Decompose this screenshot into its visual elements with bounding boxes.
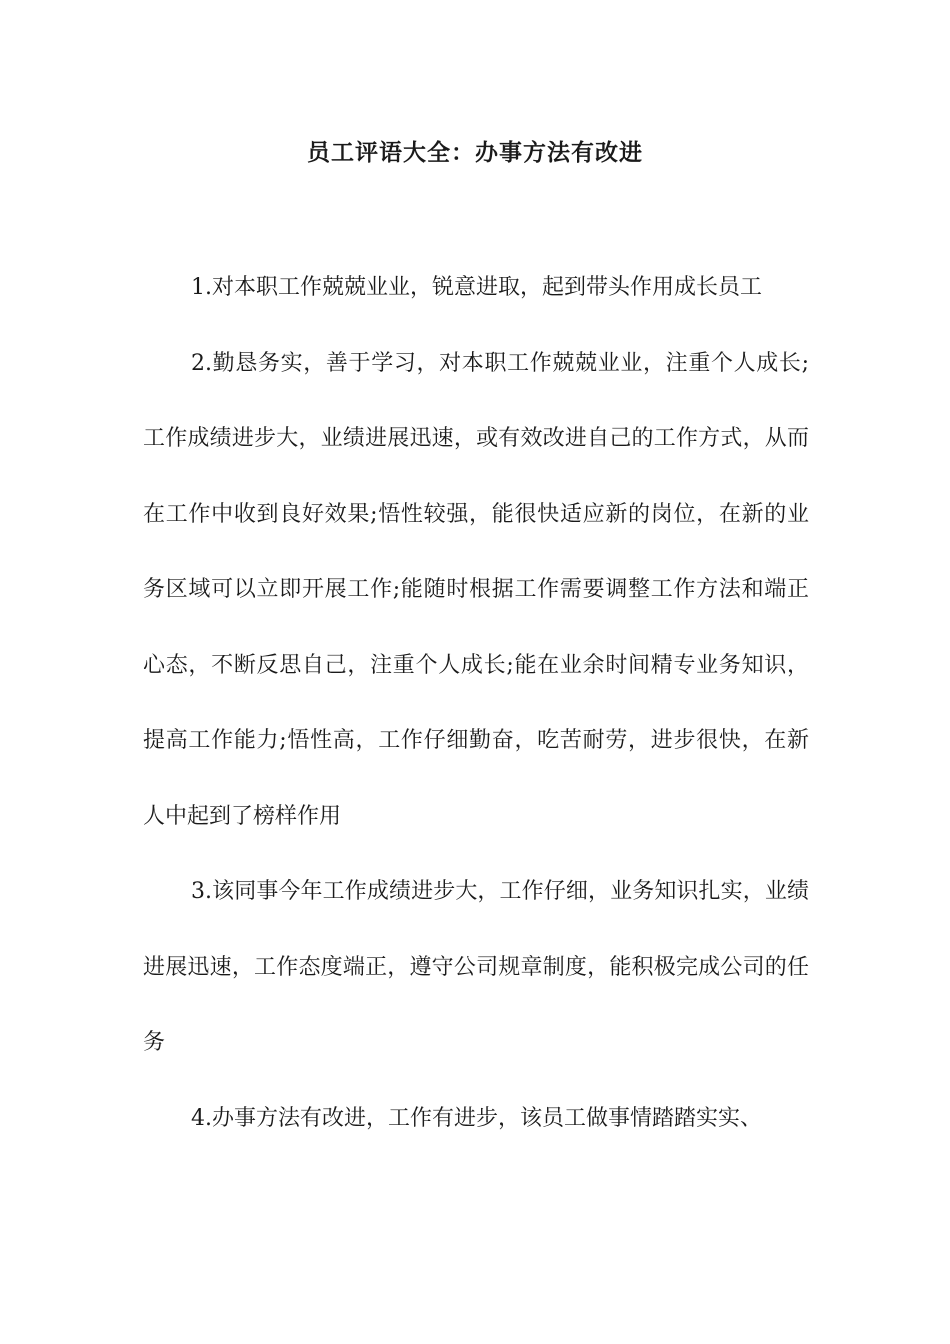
paragraph-1: 1.对本职工作兢兢业业，锐意进取，起到带头作用成长员工 [191, 275, 762, 300]
paragraph-4: 4.办事方法有改进，工作有进步，该员工做事情踏踏实实、 [191, 1105, 762, 1131]
paragraph-3: 3.该同事今年工作成绩进步大，工作仔细，业务知识扎实，业绩进展迅速，工作态度端正，遵守公司规章制度，能积极完成公司的任务 [143, 879, 809, 1055]
paragraph-2: 2.勤恳务实，善于学习，对本职工作兢兢业业，注重个人成长;工作成绩进步大，业绩进展迅速，或有效改进自己的工作方式，从而在工作中收到良好效果;悟性较强，能很快适应新的岗位，在新的业务区域可以立即开展工作;能随时根据工作需要调整工作方法和端正心态，不断反思自己，注重个人成长;能在业余时间精专业务知识，提高工作能力;悟性高，工作仔细勤奋，吃苦耐劳，进步很快，在新人中起到了榜样作用 [143, 350, 809, 829]
document-title: 员工评语大全：办事方法有改进 [307, 139, 643, 166]
document-body [143, 250, 809, 1156]
